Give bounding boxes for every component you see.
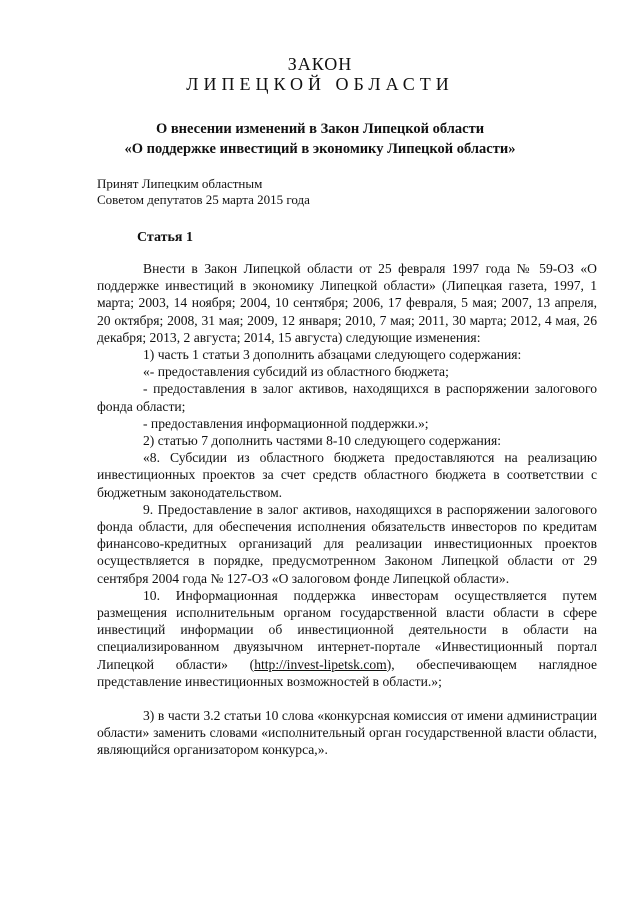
article-body	[97, 260, 597, 759]
paragraph-subsidies: «- предоставления субсидий из областного бюджета;	[143, 364, 449, 380]
paragraph-part-10	[97, 587, 597, 690]
paragraph-item-2: 2) статью 7 дополнить частями 8-10 следующего содержания:	[143, 433, 502, 449]
region-heading: ЛИПЕЦКОЙ ОБЛАСТИ	[186, 74, 454, 94]
part-10-text: 10. Информационная поддержка инвесторам осуществляется путем размещения исполнительным органом государственной власти области в сфере инвестиций информации об инвестиционной деятельности в области на специализированном двуязычном интернет-портале «Инвестиционный портал Липецкой области» (	[97, 587, 597, 672]
part-10-text-end: ), обеспечивающем наглядное представление инвестиционных возможностей в области.»;	[97, 656, 597, 689]
subtitle-line-2: «О поддержке инвестиций в экономику Липецкой области»	[124, 141, 516, 157]
law-heading: ЗАКОН	[287, 54, 353, 74]
paragraph-info-support: - предоставления информационной поддержки.»;	[143, 415, 429, 431]
article-title: Статья 1	[137, 230, 193, 245]
subtitle-line-1: О внесении изменений в Закон Липецкой области	[155, 121, 485, 137]
adoption-line-2: Советом депутатов 25 марта 2015 года	[97, 192, 310, 207]
invest-portal-link[interactable]: http://invest-lipetsk.com	[254, 656, 387, 672]
paragraph-pledge: - предоставления в залог активов, находящихся в распоряжении залогового фонда области;	[97, 381, 597, 414]
paragraph-item-3: 3) в части 3.2 статьи 10 слова «конкурсная комиссия от имени администрации области» заменить словами «исполнительный орган государственной власти области, являющийся организатором конкурса,».	[97, 708, 597, 758]
law-subtitle	[0, 119, 640, 159]
paragraph-intro: Внести в Закон Липецкой области от 25 февраля 1997 года № 59-ОЗ «О поддержке инвестиций в экономику Липецкой области» (Липецкая газета, 1997, 1 марта; 2003, 14 ноября; 2004, 10 сентября; 2006, 17 февраля, 5 мая; 2007, 13 апреля, 20 октября; 2008, 31 мая; 2009, 12 января; 2010, 7 мая; 2011, 30 марта; 2012, 4 мая, 26 декабря; 2013, 2 августа; 2014, 15 августа) следующие изменения:	[97, 261, 597, 345]
adoption-note	[97, 176, 497, 208]
paragraph-item-1: 1) часть 1 статьи 3 дополнить абзацами следующего содержания:	[143, 347, 522, 363]
adoption-line-1: Принят Липецким областным	[97, 176, 263, 191]
paragraph-part-8: «8. Субсидии из областного бюджета предоставляются на реализацию инвестиционных проектов за счет средств областного бюджета в соответствии с бюджетным законодательством.	[97, 450, 597, 500]
paragraph-part-9: 9. Предоставление в залог активов, находящихся в распоряжении залогового фонда области, для обеспечения исполнения обязательств инвесторов по кредитам финансово-кредитных организаций для реализации инвестиционных проектов осуществляется в порядке, предусмотренном Законом Липецкой области от 29 сентября 2004 года № 127-ОЗ «О залоговом фонде Липецкой области».	[97, 501, 597, 586]
